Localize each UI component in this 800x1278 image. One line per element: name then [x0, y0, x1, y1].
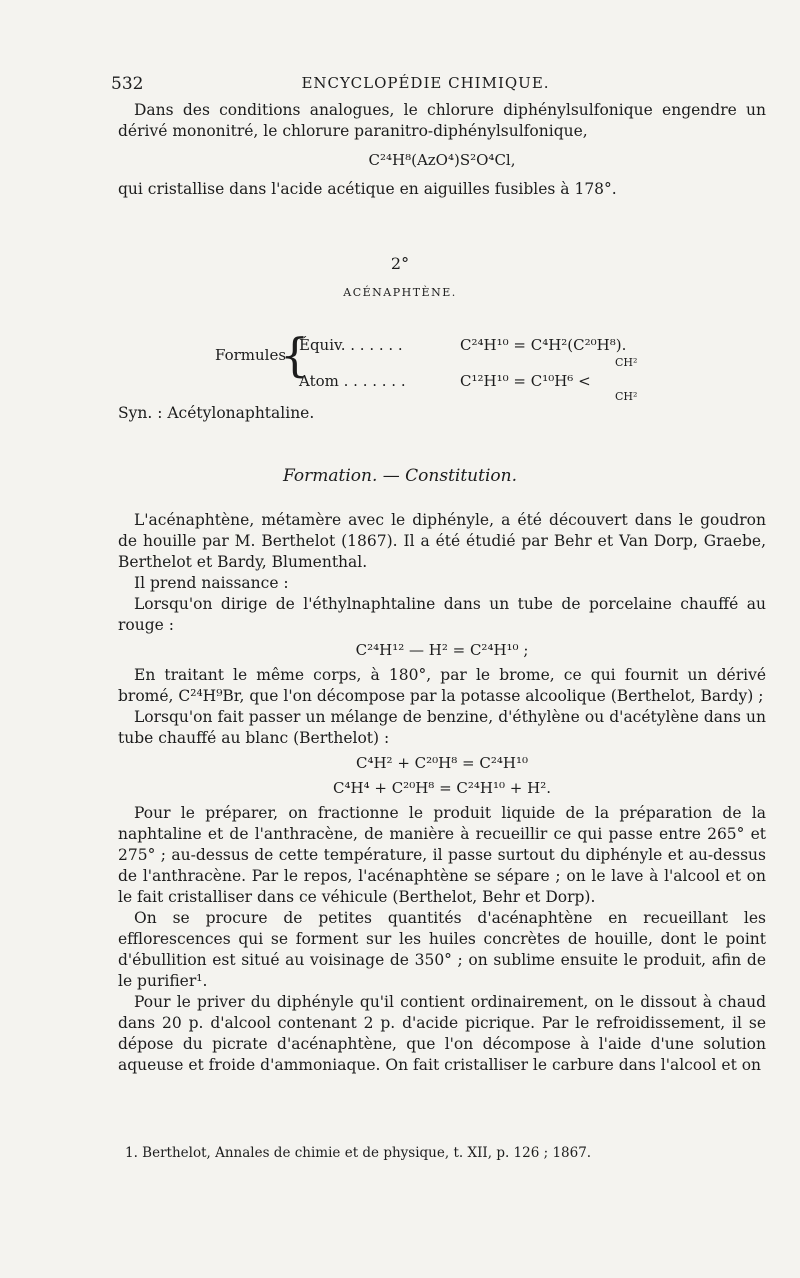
equiv-label: Équiv. . . . . . . [299, 336, 403, 354]
section-name: ACÉNAPHTÈNE. [343, 286, 457, 299]
page-number: 532 [111, 74, 144, 94]
formulas-block [215, 328, 638, 403]
intro-paragraph-1: Dans des conditions analogues, le chlorure diphénylsulfonique engendre un dérivé mononitré, le chlorure paranitro-diphénylsulfonique, [118, 101, 766, 140]
footnote: 1. Berthelot, Annales de chimie et de physique, t. XII, p. 126 ; 1867. [125, 1145, 592, 1161]
formulas-label: Formules [215, 346, 287, 364]
running-title: ENCYCLOPÉDIE CHIMIQUE. [301, 74, 550, 92]
brace-symbol: { [280, 328, 310, 382]
paragraph-brome: En traitant le même corps, à 180°, par le brome, ce qui fournit un dérivé bromé, C²⁴H⁹Br, que l'on décompose par la potasse alcoolique (Berthelot, Bardy) ; [118, 666, 766, 705]
intro-block [118, 100, 766, 200]
paragraph-mixture: Lorsqu'on fait passer un mélange de benzine, d'éthylène ou d'acétylène dans un tube chauffé au blanc (Berthelot) : [118, 708, 766, 747]
section-number: 2° [390, 254, 410, 273]
paragraph-ethyl: Lorsqu'on dirige de l'éthylnaphtaline dans un tube de porcelaine chauffé au rouge : [118, 595, 766, 634]
formula-acetylene: C⁴H² + C²⁰H⁸ = C²⁴H¹⁰ [355, 754, 528, 772]
intro-paragraph-2: qui cristallise dans l'acide acétique en aiguilles fusibles à 178°. [118, 180, 617, 198]
formula-ethylene: C⁴H⁴ + C²⁰H⁸ = C²⁴H¹⁰ + H². [333, 779, 551, 797]
formula-nitro: C²⁴H⁸(AzO⁴)S²O⁴Cl, [368, 151, 516, 169]
equiv-formula: C²⁴H¹⁰ = C⁴H²(C²⁰H⁸). [460, 336, 627, 354]
section-title: Formation. — Constitution. [283, 466, 517, 486]
formula-dehydrogenation: C²⁴H¹² — H² = C²⁴H¹⁰ ; [355, 641, 529, 659]
synonym: Syn. : Acétylonaphtaline. [118, 404, 315, 422]
atom-label: Atom . . . . . . . [299, 372, 406, 390]
main-text [118, 510, 766, 1076]
paragraph-preparation: Pour le préparer, on fractionne le produit liquide de la préparation de la naphtaline et de l'anthracène, de manière à recueillir ce qui passe entre 265° et 275° ; au-dessus de cette température, il passe surtout du diphényle et au-dessus de l'anthracène. Par le repos, l'acénaphtène se sépare ; on le lave à l'alcool et on le fait cristalliser dans ce véhicule (Berthelot, Behr et Dorp). [118, 804, 766, 906]
ch2-bottom: CH² [615, 390, 638, 403]
atom-formula: C¹²H¹⁰ = C¹⁰H⁶ < [460, 372, 591, 390]
paragraph-origin: Il prend naissance : [134, 574, 289, 592]
page-header [111, 74, 740, 94]
ch2-top: CH² [615, 356, 638, 369]
paragraph-efflorescence: On se procure de petites quantités d'acénaphtène en recueillant les efflorescences qui se forment sur les huiles concrètes de houille, dont le point d'ébullition est situé au voisinage de 350° ; on sublime ensuite le produit, afin de le purifier¹. [118, 909, 766, 990]
paragraph-picrate: Pour le priver du diphényle qu'il contient ordinairement, on le dissout à chaud dans 20 p. d'alcool contenant 2 p. d'acide picrique. Par le refroidissement, il se dépose du picrate d'acénaphtène, que l'on décompose à l'aide d'une solution aqueuse et froide d'ammoniaque. On fait cristalliser le carbure dans l'alcool et on [118, 993, 766, 1074]
paragraph-discovery: L'acénaphtène, métamère avec le diphényle, a été découvert dans le goudron de houille par M. Berthelot (1867). Il a été étudié par Behr et Van Dorp, Graebe, Berthelot et Bardy, Blumenthal. [118, 511, 766, 571]
